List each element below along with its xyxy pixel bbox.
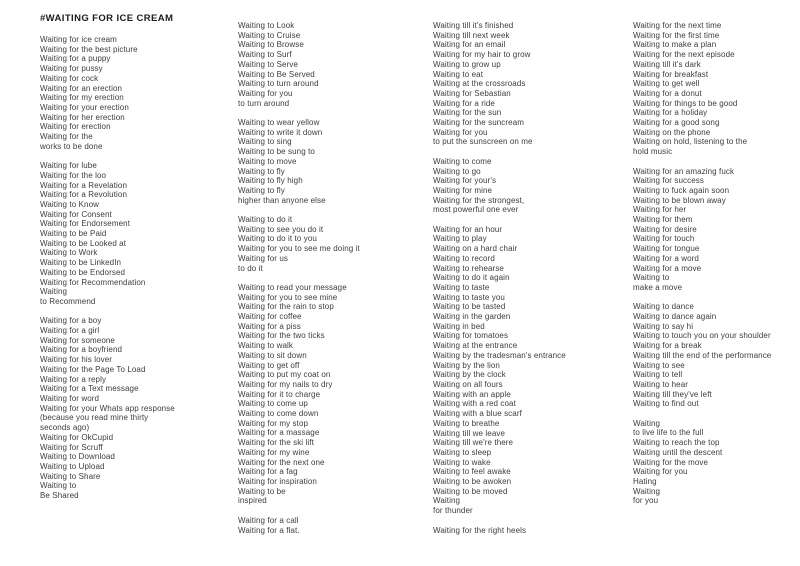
poem-line: Waiting to write it down xyxy=(238,127,323,137)
poem-line: Waiting with a blue scarf xyxy=(433,409,522,419)
poem-line: Waiting for a break xyxy=(633,341,702,351)
poem-line: Waiting to be blown away xyxy=(633,195,726,205)
poem-line: Waiting to wear yellow xyxy=(238,118,320,128)
poem-line: Waiting to taste you xyxy=(433,292,505,302)
poem-line: make a move xyxy=(633,282,683,292)
poem-blank-line xyxy=(633,293,800,303)
poem-line: Waiting until the descent xyxy=(633,447,723,457)
poem-line: Waiting to be awoken xyxy=(433,477,512,487)
poem-line: Waiting for you xyxy=(433,127,488,137)
poem-line: Waiting to record xyxy=(433,253,495,263)
poem-column-3 xyxy=(433,21,628,535)
poem-line: Waiting for pussy xyxy=(40,64,103,74)
poem-line: Waiting for Recommendation xyxy=(40,277,146,287)
poem-line: Waiting for the Page To Load xyxy=(40,364,146,374)
poem-blank-line xyxy=(633,409,800,419)
poem-line: Waiting for success xyxy=(633,176,704,186)
poem-line: Waiting to Be Served xyxy=(238,69,315,79)
poem-line: Waiting till the end of the performance xyxy=(633,350,772,360)
poem-line: Waiting for Endorsement xyxy=(40,219,131,229)
poem-line: Waiting for desire xyxy=(633,224,697,234)
poem-line: Waiting for my stop xyxy=(238,418,309,428)
poem-line: Waiting to fuck again soon xyxy=(633,185,730,195)
poem-line: Waiting for a donut xyxy=(633,88,702,98)
poem-blank-line xyxy=(433,516,628,526)
poem-line: Waiting to sit down xyxy=(238,350,307,360)
poem-line: Waiting on a hard chair xyxy=(433,244,518,254)
poem-line: Waiting till they've left xyxy=(633,389,712,399)
poem-line: Waiting till we leave xyxy=(433,428,506,438)
poem-line: Waiting for erection xyxy=(40,122,111,132)
poem-line: Waiting for you to see me doing it xyxy=(238,244,360,254)
poem-line: Waiting for my nails to dry xyxy=(238,379,333,389)
poem-line: Waiting for an amazing fuck xyxy=(633,166,735,176)
poem-line: Waiting for a reply xyxy=(40,374,107,384)
poem-line: Waiting for the right heels xyxy=(433,525,527,535)
poem-line: Waiting to Serve xyxy=(238,59,298,69)
poem-line: Waiting to Upload xyxy=(40,461,105,471)
poem-line: Waiting for inspiration xyxy=(238,477,317,486)
poem-line: Waiting for the next episode xyxy=(633,50,735,60)
poem-line: Waiting xyxy=(40,287,68,297)
poem-line: Waiting for a ride xyxy=(433,98,495,108)
poem-line: Waiting to xyxy=(40,481,77,491)
poem-line: Waiting till it's finished xyxy=(433,21,514,30)
poem-line: seconds ago) xyxy=(40,423,90,433)
poem-line: Waiting on all fours xyxy=(433,379,503,389)
poem-line: Waiting to fly xyxy=(238,185,285,195)
poem-line: Waiting to sleep xyxy=(433,447,492,457)
poem-column-1 xyxy=(40,13,235,501)
poem-line: Waiting to hear xyxy=(633,379,689,389)
poem-line: Waiting to get well xyxy=(633,79,700,89)
poem-line: Waiting for the move xyxy=(633,457,709,467)
poem-line: Waiting for lube xyxy=(40,161,97,171)
poem-line: Waiting to be sung to xyxy=(238,147,315,157)
poem-line: Waiting to dance xyxy=(633,302,694,312)
poem-line: Waiting for Scruff xyxy=(40,442,103,452)
poem-line: Waiting to Look xyxy=(238,21,295,30)
poem-line: Waiting to eat xyxy=(433,69,484,79)
poem-blank-line xyxy=(633,157,800,167)
poem-line: Waiting for a Text message xyxy=(40,384,139,394)
poem-line: Waiting to feel awake xyxy=(433,467,511,477)
poem-line: Waiting for her erection xyxy=(40,112,125,122)
poem-column-2 xyxy=(238,21,433,535)
poem-line: Waiting for them xyxy=(633,215,693,225)
poem-line: Waiting for a move xyxy=(633,263,702,273)
poem-line: Waiting to come xyxy=(433,156,492,166)
poem-line: Waiting at the crossroads xyxy=(433,79,526,89)
poem-line: Waiting for the rain to stop xyxy=(238,302,334,312)
poem-line: Waiting on the phone xyxy=(633,127,711,137)
poem-blank-line xyxy=(238,506,433,516)
poem-line: Waiting for it to charge xyxy=(238,389,321,399)
poem-blank-line xyxy=(433,147,628,157)
poem-line: inspired xyxy=(238,496,267,506)
poem-line: Waiting to reach the top xyxy=(633,438,720,448)
poem-line: for you xyxy=(633,496,659,506)
poem-line: Waiting to get off xyxy=(238,360,300,370)
poem-line: Waiting to come down xyxy=(238,409,319,419)
poem-line: Waiting to be Looked at xyxy=(40,238,127,248)
poem-line: Waiting to wake xyxy=(433,457,491,467)
poem-line: Waiting to say hi xyxy=(633,321,694,331)
poem-line: Waiting to see xyxy=(633,360,685,370)
poem-line: Waiting to fly xyxy=(238,166,285,176)
poem-line: Waiting for Sebastian xyxy=(433,88,511,98)
poem-line: Waiting to walk xyxy=(238,341,293,351)
poem-line: Waiting by the clock xyxy=(433,370,506,380)
poem-line: Waiting for a piss xyxy=(238,321,301,331)
poem-line: most powerful one ever xyxy=(433,205,519,215)
poem-line: Waiting to grow up xyxy=(433,59,501,69)
poem-line: Waiting to do it again xyxy=(433,273,510,283)
poem-blank-line xyxy=(238,205,433,215)
poem-line: Waiting to do it to you xyxy=(238,234,317,244)
poem-line: Waiting for a puppy xyxy=(40,54,111,64)
poem-column-4 xyxy=(633,21,800,506)
poem-line: Waiting for tongue xyxy=(633,244,700,254)
poem-line: Waiting with a red coat xyxy=(433,399,516,409)
poem-line: Waiting to be LinkedIn xyxy=(40,258,122,268)
poem-line: Waiting at the entrance xyxy=(433,341,518,351)
poem-column-1-lines xyxy=(40,35,235,501)
poem-line: Waiting for a good song xyxy=(633,118,720,128)
poem-line: Waiting for ice cream xyxy=(40,35,117,44)
poem-line: Waiting for a boyfriend xyxy=(40,345,123,355)
poem-line: Waiting in bed xyxy=(433,321,485,331)
poem-line: Waiting to do it xyxy=(238,215,293,225)
poem-blank-line xyxy=(40,151,235,161)
poem-line: Waiting till it's dark xyxy=(633,59,701,69)
poem-line: Waiting for an email xyxy=(433,40,506,50)
poem-line: Waiting to rehearse xyxy=(433,263,504,273)
poem-blank-line xyxy=(238,273,433,283)
poem-line: Waiting to come up xyxy=(238,399,308,409)
poem-line: Waiting for your erection xyxy=(40,102,129,112)
poem-line: Be Shared xyxy=(40,491,79,501)
poem-line: to turn around xyxy=(238,98,290,108)
poem-line: Waiting for someone xyxy=(40,335,115,345)
poem-blank-line xyxy=(238,108,433,118)
poem-line: Waiting for tomatoes xyxy=(433,331,509,341)
poem-line: Waiting for a holiday xyxy=(633,108,708,118)
poem-line: works to be done xyxy=(40,141,103,151)
poem-line: Waiting for touch xyxy=(633,234,695,244)
poem-line: Waiting to sing xyxy=(238,137,292,147)
poem-line: Waiting to be Paid xyxy=(40,229,107,239)
poem-line: Waiting to be moved xyxy=(433,486,508,496)
poem-blank-line xyxy=(433,215,628,225)
poem-line: Waiting for the suncream xyxy=(433,118,525,128)
poem-line: Waiting to read your message xyxy=(238,282,347,292)
poem-line: Waiting for the strongest, xyxy=(433,195,525,205)
poem-line: Waiting for a boy xyxy=(40,316,102,326)
poem-line: Waiting to Know xyxy=(40,199,100,209)
poem-line: Waiting for her xyxy=(633,205,687,215)
poem-line: Waiting to Work xyxy=(40,248,98,258)
poem-line: Waiting to make a plan xyxy=(633,40,717,50)
poem-line: Waiting to be tasted xyxy=(433,302,506,312)
poem-line: higher than anyone else xyxy=(238,195,326,205)
poem-line: Waiting to breathe xyxy=(433,418,500,428)
poem-line: Waiting to taste xyxy=(433,282,490,292)
poem-line: Waiting for a Revelation xyxy=(40,180,128,190)
poem-line: Waiting for OkCupid xyxy=(40,432,114,442)
poem-line: Waiting for us xyxy=(238,253,289,263)
poem-line: Hating xyxy=(633,477,657,486)
poem-line: Waiting to play xyxy=(433,234,487,244)
poem-line: Waiting for you xyxy=(238,88,293,98)
poem-line: (because you read mine thirty xyxy=(40,413,149,423)
poem-line: Waiting xyxy=(433,496,461,506)
poem-line: Waiting till we're there xyxy=(433,438,514,448)
poem-line: Waiting for the best picture xyxy=(40,44,138,54)
poem-line: Waiting xyxy=(633,418,661,428)
poem-line: Waiting for a flat. xyxy=(238,525,300,535)
poem-line: Waiting to find out xyxy=(633,399,699,409)
poem-line: Waiting for the next time xyxy=(633,21,722,30)
poem-line: Waiting to move xyxy=(238,156,297,166)
poem-line: Waiting for the first time xyxy=(633,30,720,40)
poem-line: Waiting for a fag xyxy=(238,467,298,477)
poem-line: Waiting for word xyxy=(40,393,100,403)
poem-line: Waiting to xyxy=(633,273,670,283)
poem-line: Waiting for an erection xyxy=(40,83,123,93)
poem-line: Waiting for a Revolution xyxy=(40,190,128,200)
poem-line: hold music xyxy=(633,147,673,157)
poem-line: Waiting to be Endorsed xyxy=(40,267,126,277)
poem-line: Waiting by the tradesman's entrance xyxy=(433,350,566,360)
poem-line: Waiting for the xyxy=(40,132,93,142)
poem-line: Waiting for a call xyxy=(238,515,299,525)
poem-line: Waiting to Surf xyxy=(238,50,292,60)
poem-line: Waiting to turn around xyxy=(238,79,319,89)
poem-line: Waiting for the two ticks xyxy=(238,331,325,341)
poem-line: Waiting to dance again xyxy=(633,312,717,322)
poem-line: Waiting till next week xyxy=(433,30,510,40)
poem-line: Waiting for Consent xyxy=(40,209,112,219)
poem-line: Waiting with an apple xyxy=(433,389,511,399)
poem-blank-line xyxy=(40,307,235,317)
poem-line: Waiting to be xyxy=(238,486,286,496)
poem-line: Waiting to Download xyxy=(40,452,115,462)
document-title: #WAITING FOR ICE CREAM xyxy=(40,13,174,24)
poem-line: Waiting for breakfast xyxy=(633,69,709,79)
poem-line: Waiting to tell xyxy=(633,370,683,380)
poem-line: to put the sunscreen on me xyxy=(433,137,533,147)
poem-line: Waiting for your's xyxy=(433,176,497,186)
poem-line: Waiting to Browse xyxy=(238,40,304,50)
poem-line: Waiting to Cruise xyxy=(238,30,301,40)
poem-line: Waiting xyxy=(633,486,661,496)
poem-line: Waiting for the loo xyxy=(40,170,107,180)
poem-line: Waiting on hold, listening to the xyxy=(633,137,748,147)
poem-line: Waiting for your Whats app response xyxy=(40,403,175,413)
poem-line: Waiting for the ski lift xyxy=(238,438,314,448)
poem-line: Waiting to touch you on your shoulder xyxy=(633,331,771,341)
poem-line: to live life to the full xyxy=(633,428,704,438)
poem-line: Waiting for things to be good xyxy=(633,98,738,108)
poem-line: Waiting for my erection xyxy=(40,93,124,103)
poem-line: to Recommend xyxy=(40,296,96,306)
poem-line: Waiting for an hour xyxy=(433,224,503,234)
poem-line: Waiting for a word xyxy=(633,253,699,263)
poem-line: Waiting for coffee xyxy=(238,312,302,322)
poem-line: Waiting for the next one xyxy=(238,457,325,467)
poem-line: Waiting for his lover xyxy=(40,355,113,365)
poem-line: Waiting by the lion xyxy=(433,360,500,370)
poem-line: Waiting for a girl xyxy=(40,326,100,336)
poem-line: Waiting to fly high xyxy=(238,176,303,186)
poem-line: Waiting for you to see mine xyxy=(238,292,338,302)
poem-line: Waiting to go xyxy=(433,166,481,176)
poem-line: for thunder xyxy=(433,506,473,516)
poem-line: Waiting to put my coat on xyxy=(238,370,331,380)
poem-line: Waiting for you xyxy=(633,467,688,477)
poem-line: Waiting for my wine xyxy=(238,447,310,457)
poem-line: Waiting to see you do it xyxy=(238,224,324,234)
poem-line: Waiting for the sun xyxy=(433,108,502,118)
poem-line: Waiting for a massage xyxy=(238,428,320,438)
poem-line: Waiting for mine xyxy=(433,185,493,195)
poem-line: Waiting for my hair to grow xyxy=(433,50,531,60)
poem-line: Waiting in the garden xyxy=(433,312,511,322)
poem-line: Waiting to Share xyxy=(40,471,101,481)
poem-line: to do it xyxy=(238,263,263,273)
poem-line: Waiting for cock xyxy=(40,73,99,83)
